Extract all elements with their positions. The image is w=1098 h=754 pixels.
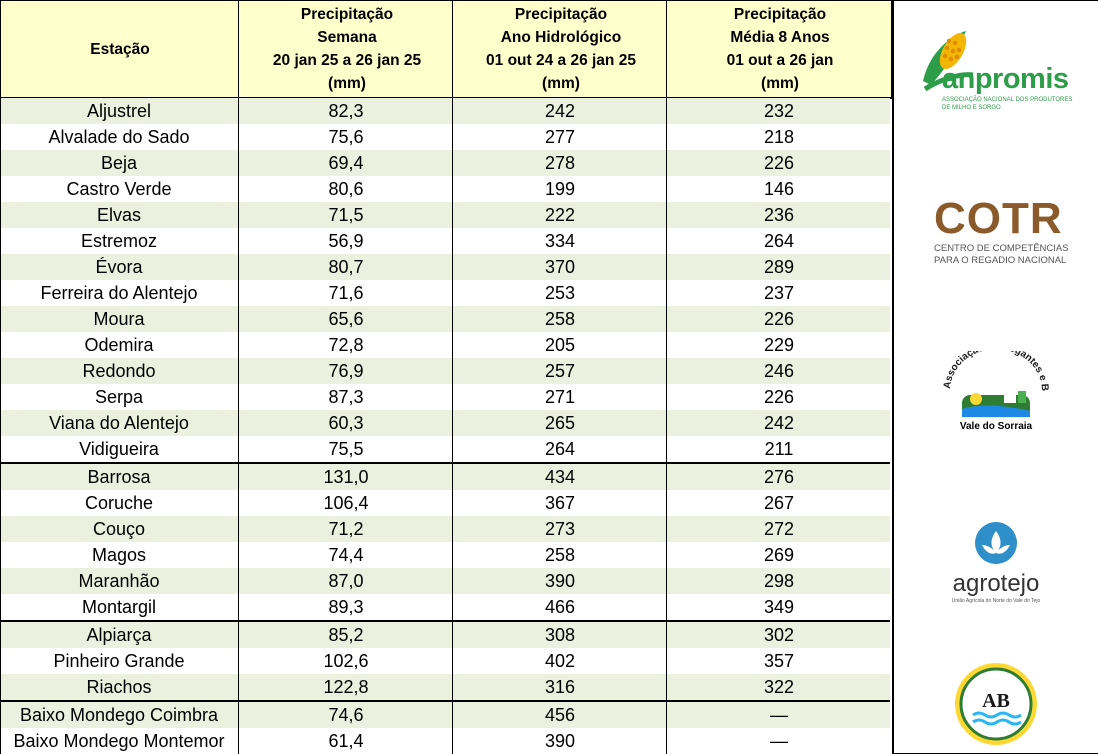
station-cell: Évora bbox=[95, 257, 143, 277]
table-row bbox=[0, 332, 890, 358]
table-row bbox=[0, 542, 890, 568]
cotr-sub2: PARA O REGADIO NACIONAL bbox=[934, 255, 1067, 266]
cotr-subtitle bbox=[934, 243, 1069, 267]
hydro-year-cell: 199 bbox=[544, 179, 576, 199]
eight-year-avg-cell: — bbox=[770, 705, 788, 725]
column-divider bbox=[452, 0, 453, 754]
week-precip-cell: 87,3 bbox=[328, 387, 364, 407]
eight-year-avg-cell: 146 bbox=[763, 179, 795, 199]
table-row bbox=[0, 150, 890, 176]
table-row bbox=[0, 568, 890, 594]
hydro-year-cell: 264 bbox=[544, 439, 576, 459]
station-cell: Alpiarça bbox=[86, 625, 152, 645]
table-header bbox=[0, 0, 892, 99]
eight-year-avg-cell: 226 bbox=[763, 153, 795, 173]
logos-panel bbox=[892, 0, 1098, 754]
header-station bbox=[1, 1, 239, 97]
border-left bbox=[0, 0, 1, 754]
station-cell: Aljustrel bbox=[86, 101, 152, 121]
eight-year-avg-cell: 289 bbox=[763, 257, 795, 277]
table-row bbox=[0, 280, 890, 306]
week-precip-cell: 80,6 bbox=[328, 179, 364, 199]
eight-year-avg-cell: 298 bbox=[763, 571, 795, 591]
week-precip-cell: 106,4 bbox=[323, 493, 369, 513]
hydro-year-cell: 402 bbox=[544, 651, 576, 671]
station-cell: Estremoz bbox=[80, 231, 158, 251]
hydro-year-cell: 308 bbox=[544, 625, 576, 645]
header-week bbox=[241, 1, 453, 97]
column-divider bbox=[666, 0, 667, 754]
agrotejo-logo bbox=[894, 521, 1098, 611]
station-cell: Viana do Alentejo bbox=[49, 413, 189, 433]
header-hydro-line: (mm) bbox=[542, 75, 580, 92]
eight-year-avg-cell: 229 bbox=[763, 335, 795, 355]
station-cell: Serpa bbox=[94, 387, 144, 407]
column-divider bbox=[238, 0, 239, 754]
agrotejo-emblem-icon bbox=[970, 521, 1022, 565]
station-cell: Moura bbox=[93, 309, 145, 329]
week-precip-cell: 87,0 bbox=[328, 571, 364, 591]
table-row bbox=[0, 516, 890, 542]
header-hydro-line: 01 out 24 a 26 jan 25 bbox=[486, 52, 636, 69]
station-cell: Alvalade do Sado bbox=[48, 127, 190, 147]
hydro-year-cell: 390 bbox=[544, 571, 576, 591]
header-avg-line: 01 out a 26 jan bbox=[726, 52, 834, 69]
hydro-year-cell: 257 bbox=[544, 361, 576, 381]
week-precip-cell: 61,4 bbox=[328, 731, 364, 751]
week-precip-cell: 71,5 bbox=[328, 205, 364, 225]
week-precip-cell: 82,3 bbox=[328, 101, 364, 121]
hydro-year-cell: 316 bbox=[544, 677, 576, 697]
week-precip-cell: 102,6 bbox=[323, 651, 369, 671]
station-cell: Coruche bbox=[84, 493, 154, 513]
hydro-year-cell: 258 bbox=[544, 309, 576, 329]
hydro-year-cell: 222 bbox=[544, 205, 576, 225]
table-row bbox=[0, 594, 890, 620]
hydro-year-cell: 242 bbox=[544, 101, 576, 121]
table-row bbox=[0, 202, 890, 228]
cotr-wordmark bbox=[934, 194, 1063, 243]
week-precip-cell: 131,0 bbox=[323, 467, 369, 487]
arbvs-name: Vale do Sorraia bbox=[959, 421, 1033, 432]
eight-year-avg-cell: 218 bbox=[763, 127, 795, 147]
table-row bbox=[0, 622, 890, 648]
header-week-line: 20 jan 25 a 26 jan 25 bbox=[272, 52, 422, 69]
week-precip-cell: 122,8 bbox=[323, 677, 369, 697]
hydro-year-cell: 271 bbox=[544, 387, 576, 407]
anpromis-logo bbox=[894, 23, 1098, 115]
header-8yr-avg bbox=[669, 1, 891, 97]
header-avg-line: Média 8 Anos bbox=[730, 29, 830, 46]
hydro-year-cell: 265 bbox=[544, 413, 576, 433]
station-cell: Pinheiro Grande bbox=[53, 651, 185, 671]
eight-year-avg-cell: 237 bbox=[763, 283, 795, 303]
anpromis-sub2: DE MILHO E SORGO bbox=[942, 105, 1001, 111]
eight-year-avg-cell: 272 bbox=[763, 519, 795, 539]
header-avg-line: (mm) bbox=[761, 75, 799, 92]
header-week-line: (mm) bbox=[328, 75, 366, 92]
hydro-year-cell: 456 bbox=[544, 705, 576, 725]
week-precip-cell: 76,9 bbox=[328, 361, 364, 381]
header-hydro-year bbox=[455, 1, 667, 97]
eight-year-avg-cell: 264 bbox=[763, 231, 795, 251]
week-precip-cell: 75,5 bbox=[328, 439, 364, 459]
station-cell: Odemira bbox=[84, 335, 154, 355]
station-cell: Baixo Mondego Montemor bbox=[13, 731, 225, 751]
table-row bbox=[0, 358, 890, 384]
week-precip-cell: 60,3 bbox=[328, 413, 364, 433]
week-precip-cell: 72,8 bbox=[328, 335, 364, 355]
arbvs-arc-text: Associaç gantes e B bbox=[941, 351, 1051, 392]
eight-year-avg-cell: 232 bbox=[763, 101, 795, 121]
table-row bbox=[0, 436, 890, 462]
hydro-year-cell: 277 bbox=[544, 127, 576, 147]
anpromis-subtitle bbox=[942, 96, 1072, 112]
station-cell: Elvas bbox=[96, 205, 141, 225]
eight-year-avg-cell: 226 bbox=[763, 309, 795, 329]
hydro-year-cell: 253 bbox=[544, 283, 576, 303]
week-precip-cell: 71,6 bbox=[328, 283, 364, 303]
cotr-text: COTR bbox=[934, 194, 1063, 243]
header-week-line: Semana bbox=[317, 29, 377, 46]
hydro-year-cell: 205 bbox=[544, 335, 576, 355]
station-cell: Barrosa bbox=[87, 467, 151, 487]
eight-year-avg-cell: 267 bbox=[763, 493, 795, 513]
agrotejo-wordmark: agrotejo bbox=[952, 570, 1040, 597]
station-cell: Ferreira do Alentejo bbox=[40, 283, 198, 303]
eight-year-avg-cell: 246 bbox=[763, 361, 795, 381]
station-cell: Beja bbox=[100, 153, 138, 173]
table-row bbox=[0, 384, 890, 410]
station-cell: Baixo Mondego Coimbra bbox=[19, 705, 219, 725]
table-row bbox=[0, 306, 890, 332]
eight-year-avg-cell: 357 bbox=[763, 651, 795, 671]
table-row bbox=[0, 674, 890, 700]
ab-monogram: AB bbox=[982, 690, 1010, 712]
table-row bbox=[0, 124, 890, 150]
eight-year-avg-cell: 349 bbox=[763, 597, 795, 617]
week-precip-cell: 80,7 bbox=[328, 257, 364, 277]
hydro-year-cell: 466 bbox=[544, 597, 576, 617]
week-precip-cell: 69,4 bbox=[328, 153, 364, 173]
table-row bbox=[0, 728, 890, 754]
table-row bbox=[0, 254, 890, 280]
eight-year-avg-cell: 276 bbox=[763, 467, 795, 487]
hydro-year-cell: 370 bbox=[544, 257, 576, 277]
eight-year-avg-cell: 236 bbox=[763, 205, 795, 225]
eight-year-avg-cell: 226 bbox=[763, 387, 795, 407]
table-row bbox=[0, 464, 890, 490]
hydro-year-cell: 278 bbox=[544, 153, 576, 173]
station-cell: Vidigueira bbox=[79, 439, 159, 459]
eight-year-avg-cell: 242 bbox=[763, 413, 795, 433]
header-hydro-line: Ano Hidrológico bbox=[500, 29, 622, 46]
hydro-year-cell: 367 bbox=[544, 493, 576, 513]
station-cell: Riachos bbox=[86, 677, 152, 697]
anpromis-sub1: ASSOCIAÇÃO NACIONAL DOS PRODUTORES bbox=[942, 97, 1073, 103]
header-station-label: Estação bbox=[90, 40, 150, 58]
anpromis-wordmark: anpromis bbox=[942, 63, 1069, 95]
hydro-year-cell: 273 bbox=[544, 519, 576, 539]
week-precip-cell: 65,6 bbox=[328, 309, 364, 329]
ab-emblem-icon bbox=[951, 661, 1041, 747]
table-row bbox=[0, 702, 890, 728]
ab-logo bbox=[894, 661, 1098, 747]
eight-year-avg-cell: 211 bbox=[764, 439, 794, 459]
cotr-sub1: CENTRO DE COMPETÊNCIAS bbox=[934, 243, 1069, 254]
week-precip-cell: 74,4 bbox=[328, 545, 364, 565]
table-row bbox=[0, 98, 890, 124]
week-precip-cell: 89,3 bbox=[328, 597, 364, 617]
station-cell: Maranhão bbox=[78, 571, 160, 591]
week-precip-cell: 75,6 bbox=[328, 127, 364, 147]
week-precip-cell: 56,9 bbox=[328, 231, 364, 251]
header-hydro-line: Precipitação bbox=[514, 6, 608, 23]
header-avg-line: Precipitação bbox=[733, 6, 827, 23]
arbvs-logo bbox=[894, 351, 1098, 437]
cotr-logo bbox=[894, 194, 1098, 269]
station-cell: Couço bbox=[92, 519, 146, 539]
table-row bbox=[0, 490, 890, 516]
station-cell: Magos bbox=[91, 545, 147, 565]
hydro-year-cell: 434 bbox=[544, 467, 576, 487]
week-precip-cell: 74,6 bbox=[328, 705, 364, 725]
eight-year-avg-cell: — bbox=[770, 731, 788, 751]
hydro-year-cell: 334 bbox=[544, 231, 576, 251]
station-cell: Castro Verde bbox=[66, 179, 172, 199]
eight-year-avg-cell: 269 bbox=[763, 545, 795, 565]
station-cell: Montargil bbox=[81, 597, 157, 617]
header-week-line: Precipitação bbox=[300, 6, 394, 23]
eight-year-avg-cell: 302 bbox=[763, 625, 795, 645]
week-precip-cell: 71,2 bbox=[328, 519, 364, 539]
table-row bbox=[0, 648, 890, 674]
eight-year-avg-cell: 322 bbox=[763, 677, 795, 697]
table-row bbox=[0, 410, 890, 436]
week-precip-cell: 85,2 bbox=[328, 625, 364, 645]
table-row bbox=[0, 228, 890, 254]
table-row bbox=[0, 176, 890, 202]
hydro-year-cell: 258 bbox=[544, 545, 576, 565]
agrotejo-subtitle: União Agrícola do Norte do Vale do Tejo bbox=[951, 598, 1041, 604]
hydro-year-cell: 390 bbox=[544, 731, 576, 751]
station-cell: Redondo bbox=[82, 361, 156, 381]
svg-text:Associação de Regantes e Benef bbox=[936, 351, 1050, 392]
